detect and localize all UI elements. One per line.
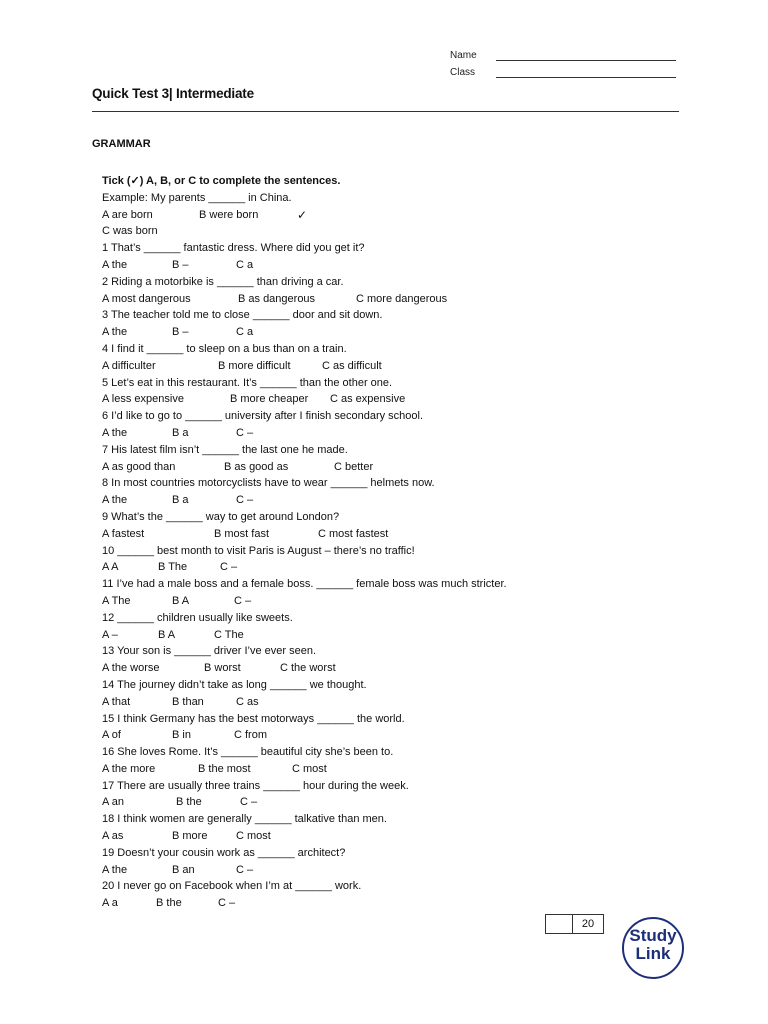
question-8: 8 In most countries motorcyclists have to wear ______ helmets now. (102, 477, 435, 490)
option-b[interactable]: B the most (198, 762, 251, 775)
option-c[interactable]: C from (234, 729, 267, 742)
question-1-options (102, 257, 662, 274)
option-b[interactable]: B more cheaper (230, 393, 309, 406)
option-b[interactable]: B more (172, 830, 208, 843)
question-19: 19 Doesn’t your cousin work as ______ architect? (102, 846, 346, 859)
question-14-options (102, 694, 662, 711)
question-list (102, 240, 662, 912)
study-link-logo (622, 917, 684, 979)
question-19-options (102, 862, 662, 879)
option-c[interactable]: C – (234, 594, 252, 607)
option-a[interactable]: A difficulter (102, 359, 156, 372)
option-b[interactable]: B The (158, 561, 188, 574)
option-a[interactable]: A A (102, 561, 119, 574)
option-c[interactable]: C – (236, 426, 254, 439)
question-16: 16 She loves Rome. It’s ______ beautiful city she’s been to. (102, 746, 394, 759)
logo-line-2: Link (635, 944, 671, 963)
option-a[interactable]: A the (102, 426, 128, 439)
example-options (102, 207, 662, 224)
option-b[interactable]: B than (172, 695, 204, 708)
option-c[interactable]: C better (334, 460, 374, 473)
option-c[interactable]: C The (214, 628, 244, 641)
logo-line-1: Study (629, 926, 677, 945)
option-c[interactable]: C – (220, 561, 238, 574)
question-5: 5 Let’s eat in this restaurant. It’s ______ than the other one. (102, 376, 393, 389)
option-c[interactable]: C a (236, 258, 254, 271)
question-14: 14 The journey didn’t take as long ______ we thought. (102, 678, 367, 691)
question-7: 7 His latest film isn’t ______ the last one he made. (102, 443, 348, 456)
example-sentence: Example: My parents ______ in China. (102, 191, 292, 204)
option-a[interactable]: A that (102, 695, 131, 708)
score-total: 20 (581, 918, 595, 930)
question-13: 13 Your son is ______ driver I’ve ever seen. (102, 645, 317, 658)
question-12-options (102, 627, 662, 644)
option-b[interactable]: B worst (204, 662, 241, 675)
question-20: 20 I never go on Facebook when I’m at ______ work. (102, 880, 362, 893)
option-b[interactable]: B A (172, 594, 190, 607)
option-c[interactable]: C – (236, 863, 254, 876)
question-11-options (102, 593, 662, 610)
option-c[interactable]: C – (236, 494, 254, 507)
option-b[interactable]: B as dangerous (238, 292, 316, 305)
question-5-options (102, 391, 662, 408)
question-11: 11 I’ve had a male boss and a female boss. ______ female boss was much stricter. (102, 578, 507, 591)
question-1: 1 That’s ______ fantastic dress. Where did you get it? (102, 242, 365, 255)
option-c[interactable]: C most (236, 830, 271, 843)
option-a[interactable]: A – (102, 628, 118, 641)
question-6-options (102, 425, 662, 442)
class-field (450, 61, 676, 78)
option-b[interactable]: B A (158, 628, 176, 641)
question-6: 6 I’d like to go to ______ university after I finish secondary school. (102, 410, 424, 423)
option-a[interactable]: A the more (102, 762, 156, 775)
option-a[interactable]: A less expensive (102, 393, 184, 406)
exercise (102, 173, 662, 912)
question-18-options (102, 828, 662, 845)
option-b[interactable]: B the (176, 796, 202, 809)
option-a[interactable]: A as (102, 830, 124, 843)
class-line[interactable] (496, 66, 676, 78)
option-a[interactable]: A as good than (102, 460, 176, 473)
question-2-options (102, 291, 662, 308)
section-heading: GRAMMAR (92, 138, 151, 150)
option-c[interactable]: C a (236, 326, 254, 339)
example-option-c: C was born (102, 225, 158, 238)
option-b[interactable]: B – (172, 258, 189, 271)
option-c[interactable]: C as difficult (322, 359, 382, 372)
title-divider (92, 111, 679, 112)
question-20-options (102, 895, 662, 912)
option-a[interactable]: A the (102, 494, 128, 507)
question-7-options (102, 459, 662, 476)
option-b[interactable]: B a (172, 494, 189, 507)
question-4: 4 I find it ______ to sleep on a bus than on a train. (102, 342, 347, 355)
question-2: 2 Riding a motorbike is ______ than driving a car. (102, 275, 344, 288)
instruction: Tick (✓) A, B, or C to complete the sentences. (102, 175, 341, 187)
name-label: Name (450, 50, 477, 61)
option-a[interactable]: A an (102, 796, 125, 809)
option-a[interactable]: A the (102, 326, 128, 339)
name-line[interactable] (496, 49, 676, 61)
option-a[interactable]: A the (102, 863, 128, 876)
option-a[interactable]: A of (102, 729, 121, 742)
option-c[interactable]: C – (218, 897, 236, 910)
score-input[interactable] (546, 915, 573, 933)
question-17: 17 There are usually three trains ______ hour during the week. (102, 779, 409, 792)
question-3-options (102, 324, 662, 341)
option-c[interactable]: C the worst (280, 662, 336, 675)
option-b[interactable]: B more difficult (218, 359, 291, 372)
option-c[interactable]: C as (236, 695, 259, 708)
example-option-b: B were born (199, 208, 259, 221)
question-16-options (102, 761, 662, 778)
option-b[interactable]: B a (172, 426, 189, 439)
question-10-options (102, 559, 662, 576)
option-b[interactable]: B an (172, 863, 195, 876)
option-b[interactable]: B in (172, 729, 191, 742)
option-a[interactable]: A The (102, 594, 131, 607)
check-icon: ✓ (297, 207, 308, 222)
question-17-options (102, 794, 662, 811)
option-c[interactable]: C more dangerous (356, 292, 448, 305)
example-option-a: A are born (102, 208, 153, 221)
question-9: 9 What’s the ______ way to get around London? (102, 510, 340, 523)
question-8-options (102, 492, 662, 509)
option-c[interactable]: C most (292, 762, 327, 775)
question-10: 10 ______ best month to visit Paris is August – there’s no traffic! (102, 544, 415, 557)
name-field (450, 44, 676, 61)
question-15-options (102, 727, 662, 744)
option-c[interactable]: C as expensive (330, 393, 406, 406)
page-title: Quick Test 3| Intermediate (92, 86, 254, 101)
question-15: 15 I think Germany has the best motorways ______ the world. (102, 712, 405, 725)
option-a[interactable]: A most dangerous (102, 292, 191, 305)
question-4-options (102, 358, 662, 375)
option-b[interactable]: B the (156, 897, 182, 910)
question-18: 18 I think women are generally ______ talkative than men. (102, 813, 387, 826)
score-box (545, 914, 604, 934)
option-a[interactable]: A a (102, 897, 118, 910)
question-3: 3 The teacher told me to close ______ door and sit down. (102, 309, 383, 322)
option-a[interactable]: A the worse (102, 662, 160, 675)
option-a[interactable]: A the (102, 258, 128, 271)
question-13-options (102, 660, 662, 677)
question-9-options (102, 526, 662, 543)
question-12: 12 ______ children usually like sweets. (102, 611, 293, 624)
option-b[interactable]: B – (172, 326, 189, 339)
class-label: Class (450, 67, 476, 78)
option-c[interactable]: C – (240, 796, 258, 809)
option-b[interactable]: B as good as (224, 460, 289, 473)
option-b[interactable]: B most fast (214, 527, 270, 540)
option-c[interactable]: C most fastest (318, 527, 389, 540)
option-a[interactable]: A fastest (102, 527, 145, 540)
